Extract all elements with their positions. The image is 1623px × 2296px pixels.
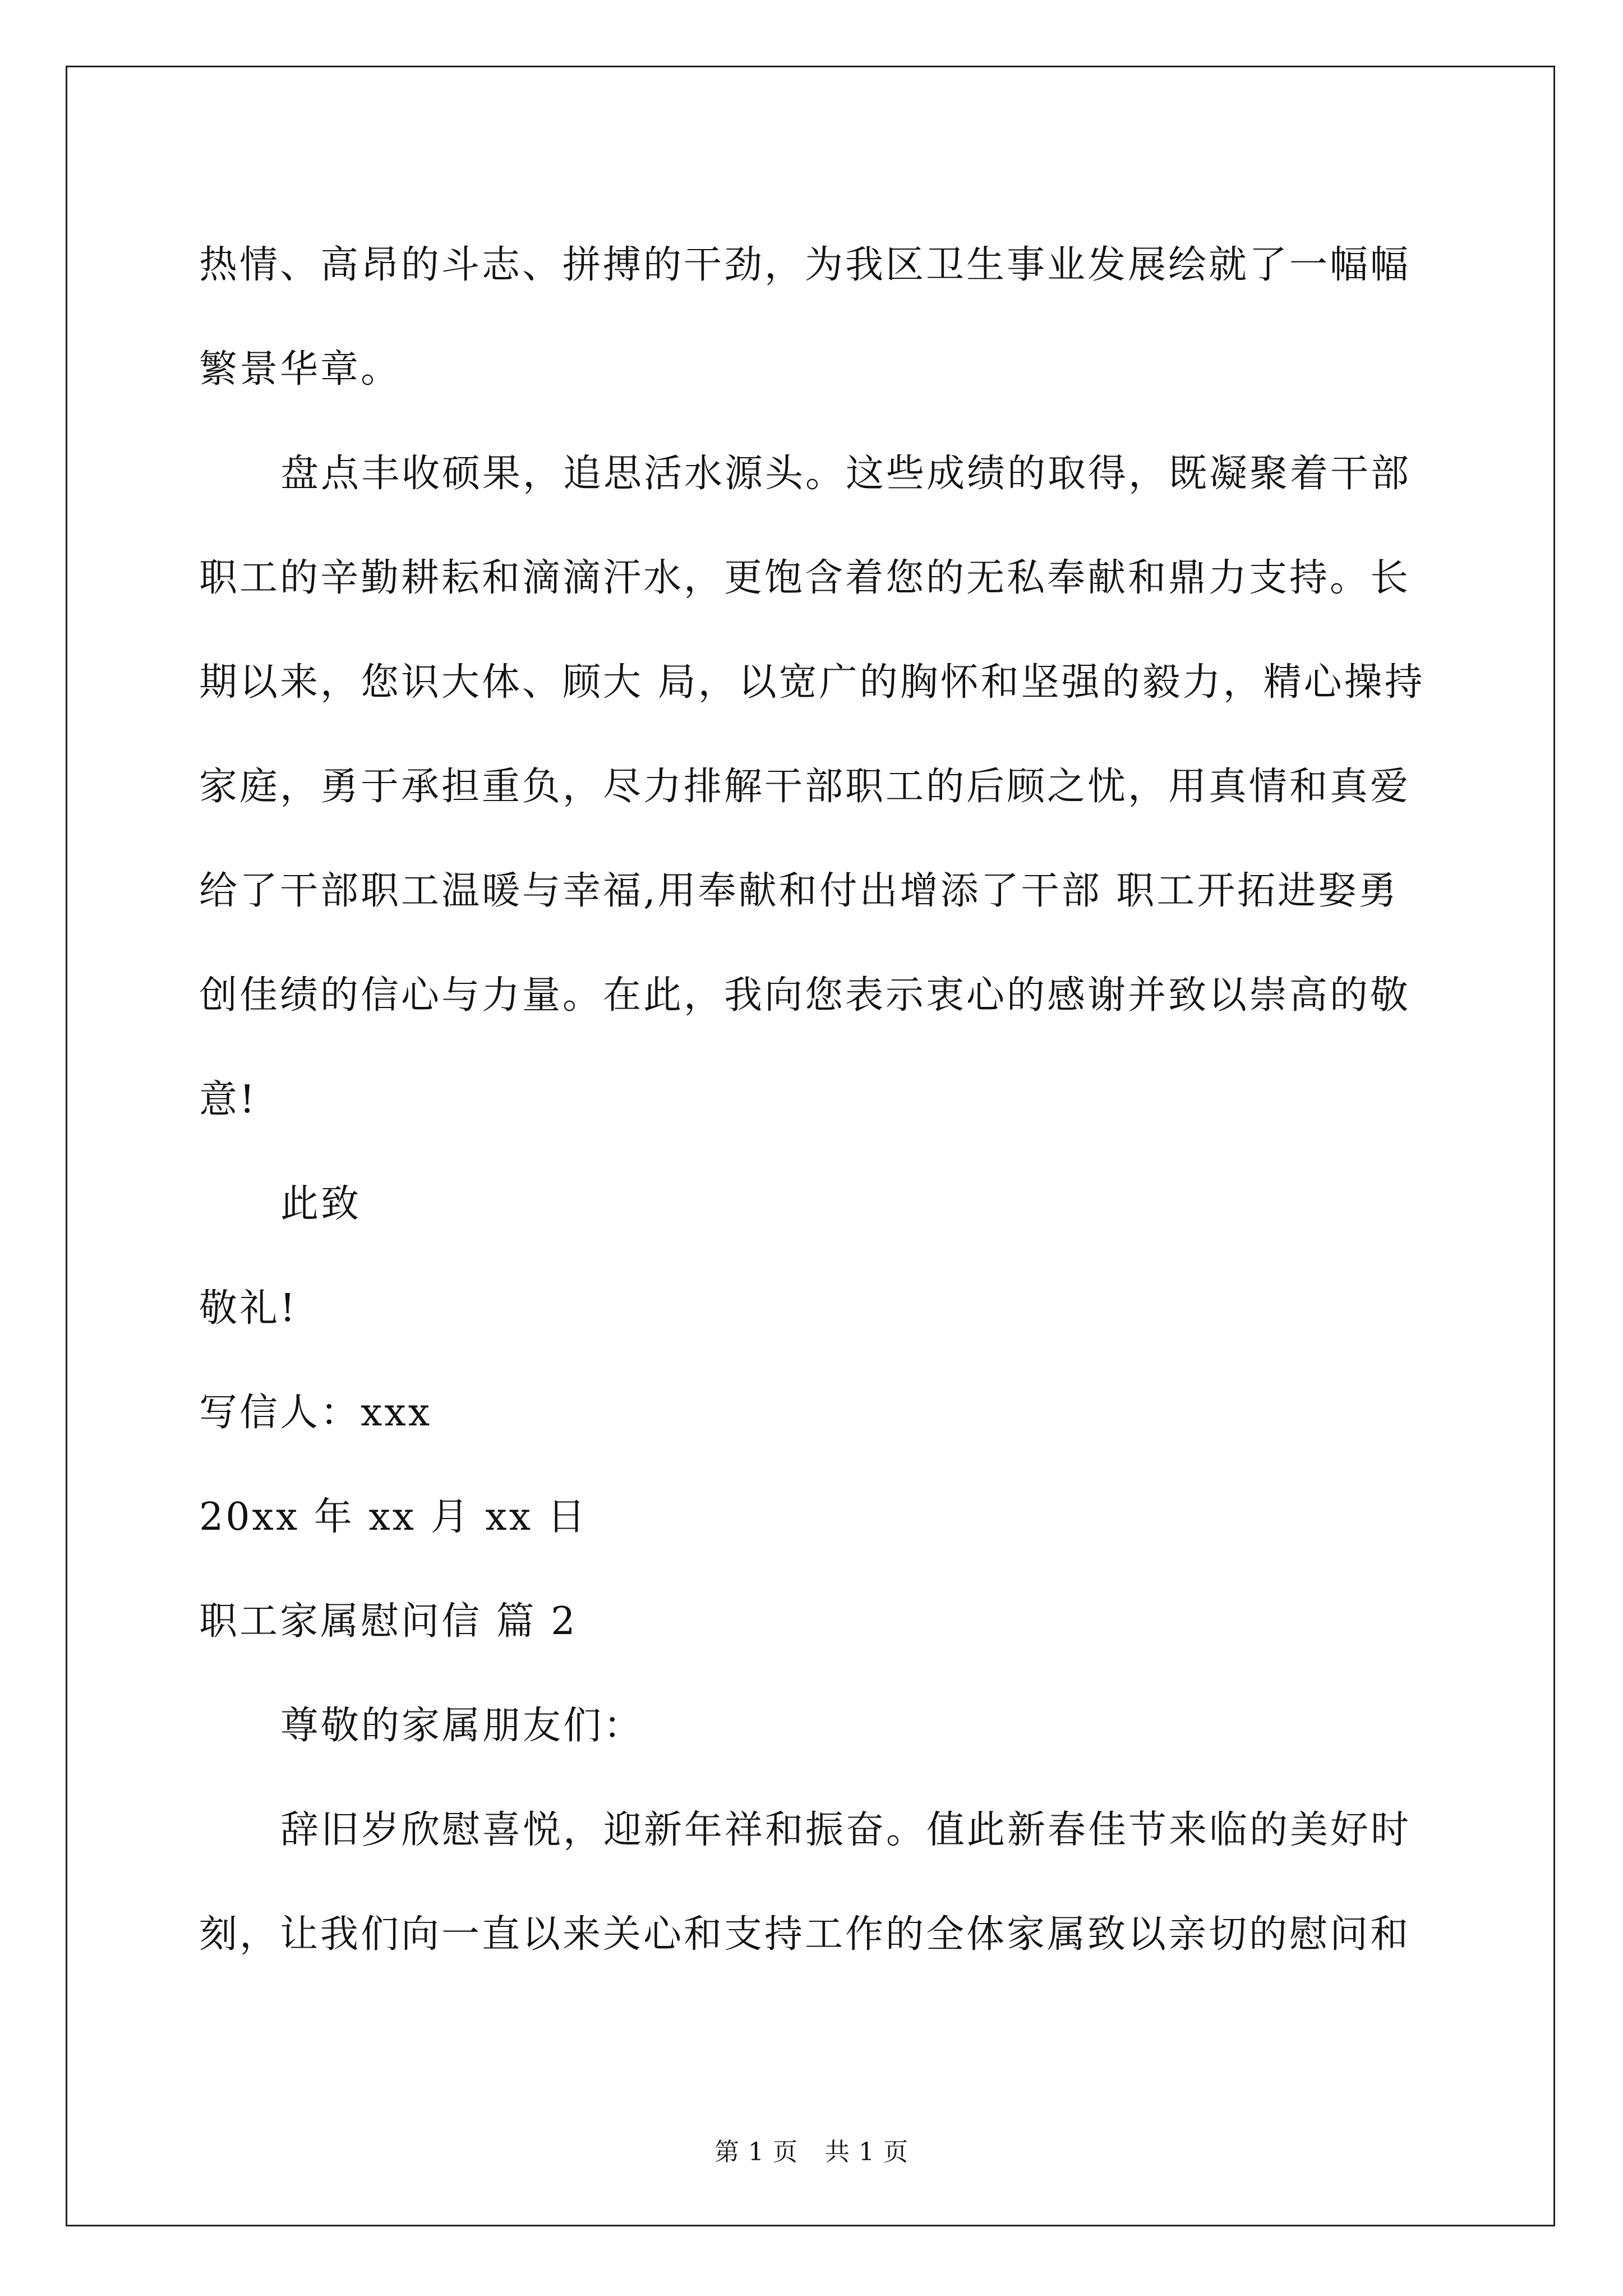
text-line: 给了干部职工温暖与幸福,用奉献和付出增添了干部 职工开拓进娶勇 [199, 869, 1399, 913]
text-line: 期以来，您识大体、顾大 局，以宽广的胸怀和坚强的毅力，精心操持 [199, 660, 1425, 705]
page-number-total: 共 1 页 [825, 2138, 909, 2166]
salutation-closing: 此致 [280, 1182, 362, 1226]
author-line: 写信人：xxx [199, 1391, 432, 1435]
date-line: 20xx 年 xx 月 xx 日 [199, 1495, 588, 1539]
text-line: 职工的辛勤耕耘和滴滴汗水，更饱含着您的无私奉献和鼎力支持。长 [199, 556, 1411, 600]
page-number-current: 第 1 页 [714, 2138, 798, 2166]
page-footer [0, 2132, 1623, 2168]
text-line: 盘点丰收硕果，追思活水源头。这些成绩的取得，既凝聚着干部 [280, 452, 1412, 496]
greeting-line: 尊敬的家属朋友们： [280, 1704, 644, 1748]
text-line: 繁景华章。 [199, 347, 402, 392]
text-line: 辞旧岁欣慰喜悦，迎新年祥和振奋。值此新春佳节来临的美好时 [280, 1808, 1412, 1852]
document-body [199, 213, 1433, 1987]
text-line: 刻，让我们向一直以来关心和支持工作的全体家属致以亲切的慰问和 [199, 1912, 1411, 1957]
text-line: 热情、高昂的斗志、拼搏的干劲，为我区卫生事业发展绘就了一幅幅 [199, 243, 1411, 287]
section-heading: 职工家属慰问信 篇 2 [199, 1599, 578, 1644]
text-line: 意! [199, 1078, 257, 1122]
regards-line: 敬礼! [199, 1286, 298, 1331]
text-line: 创佳绩的信心与力量。在此，我向您表示衷心的感谢并致以崇高的敬 [199, 973, 1411, 1018]
text-line: 家庭，勇于承担重负，尽力排解干部职工的后顾之忧，用真情和真爱 [199, 765, 1411, 809]
